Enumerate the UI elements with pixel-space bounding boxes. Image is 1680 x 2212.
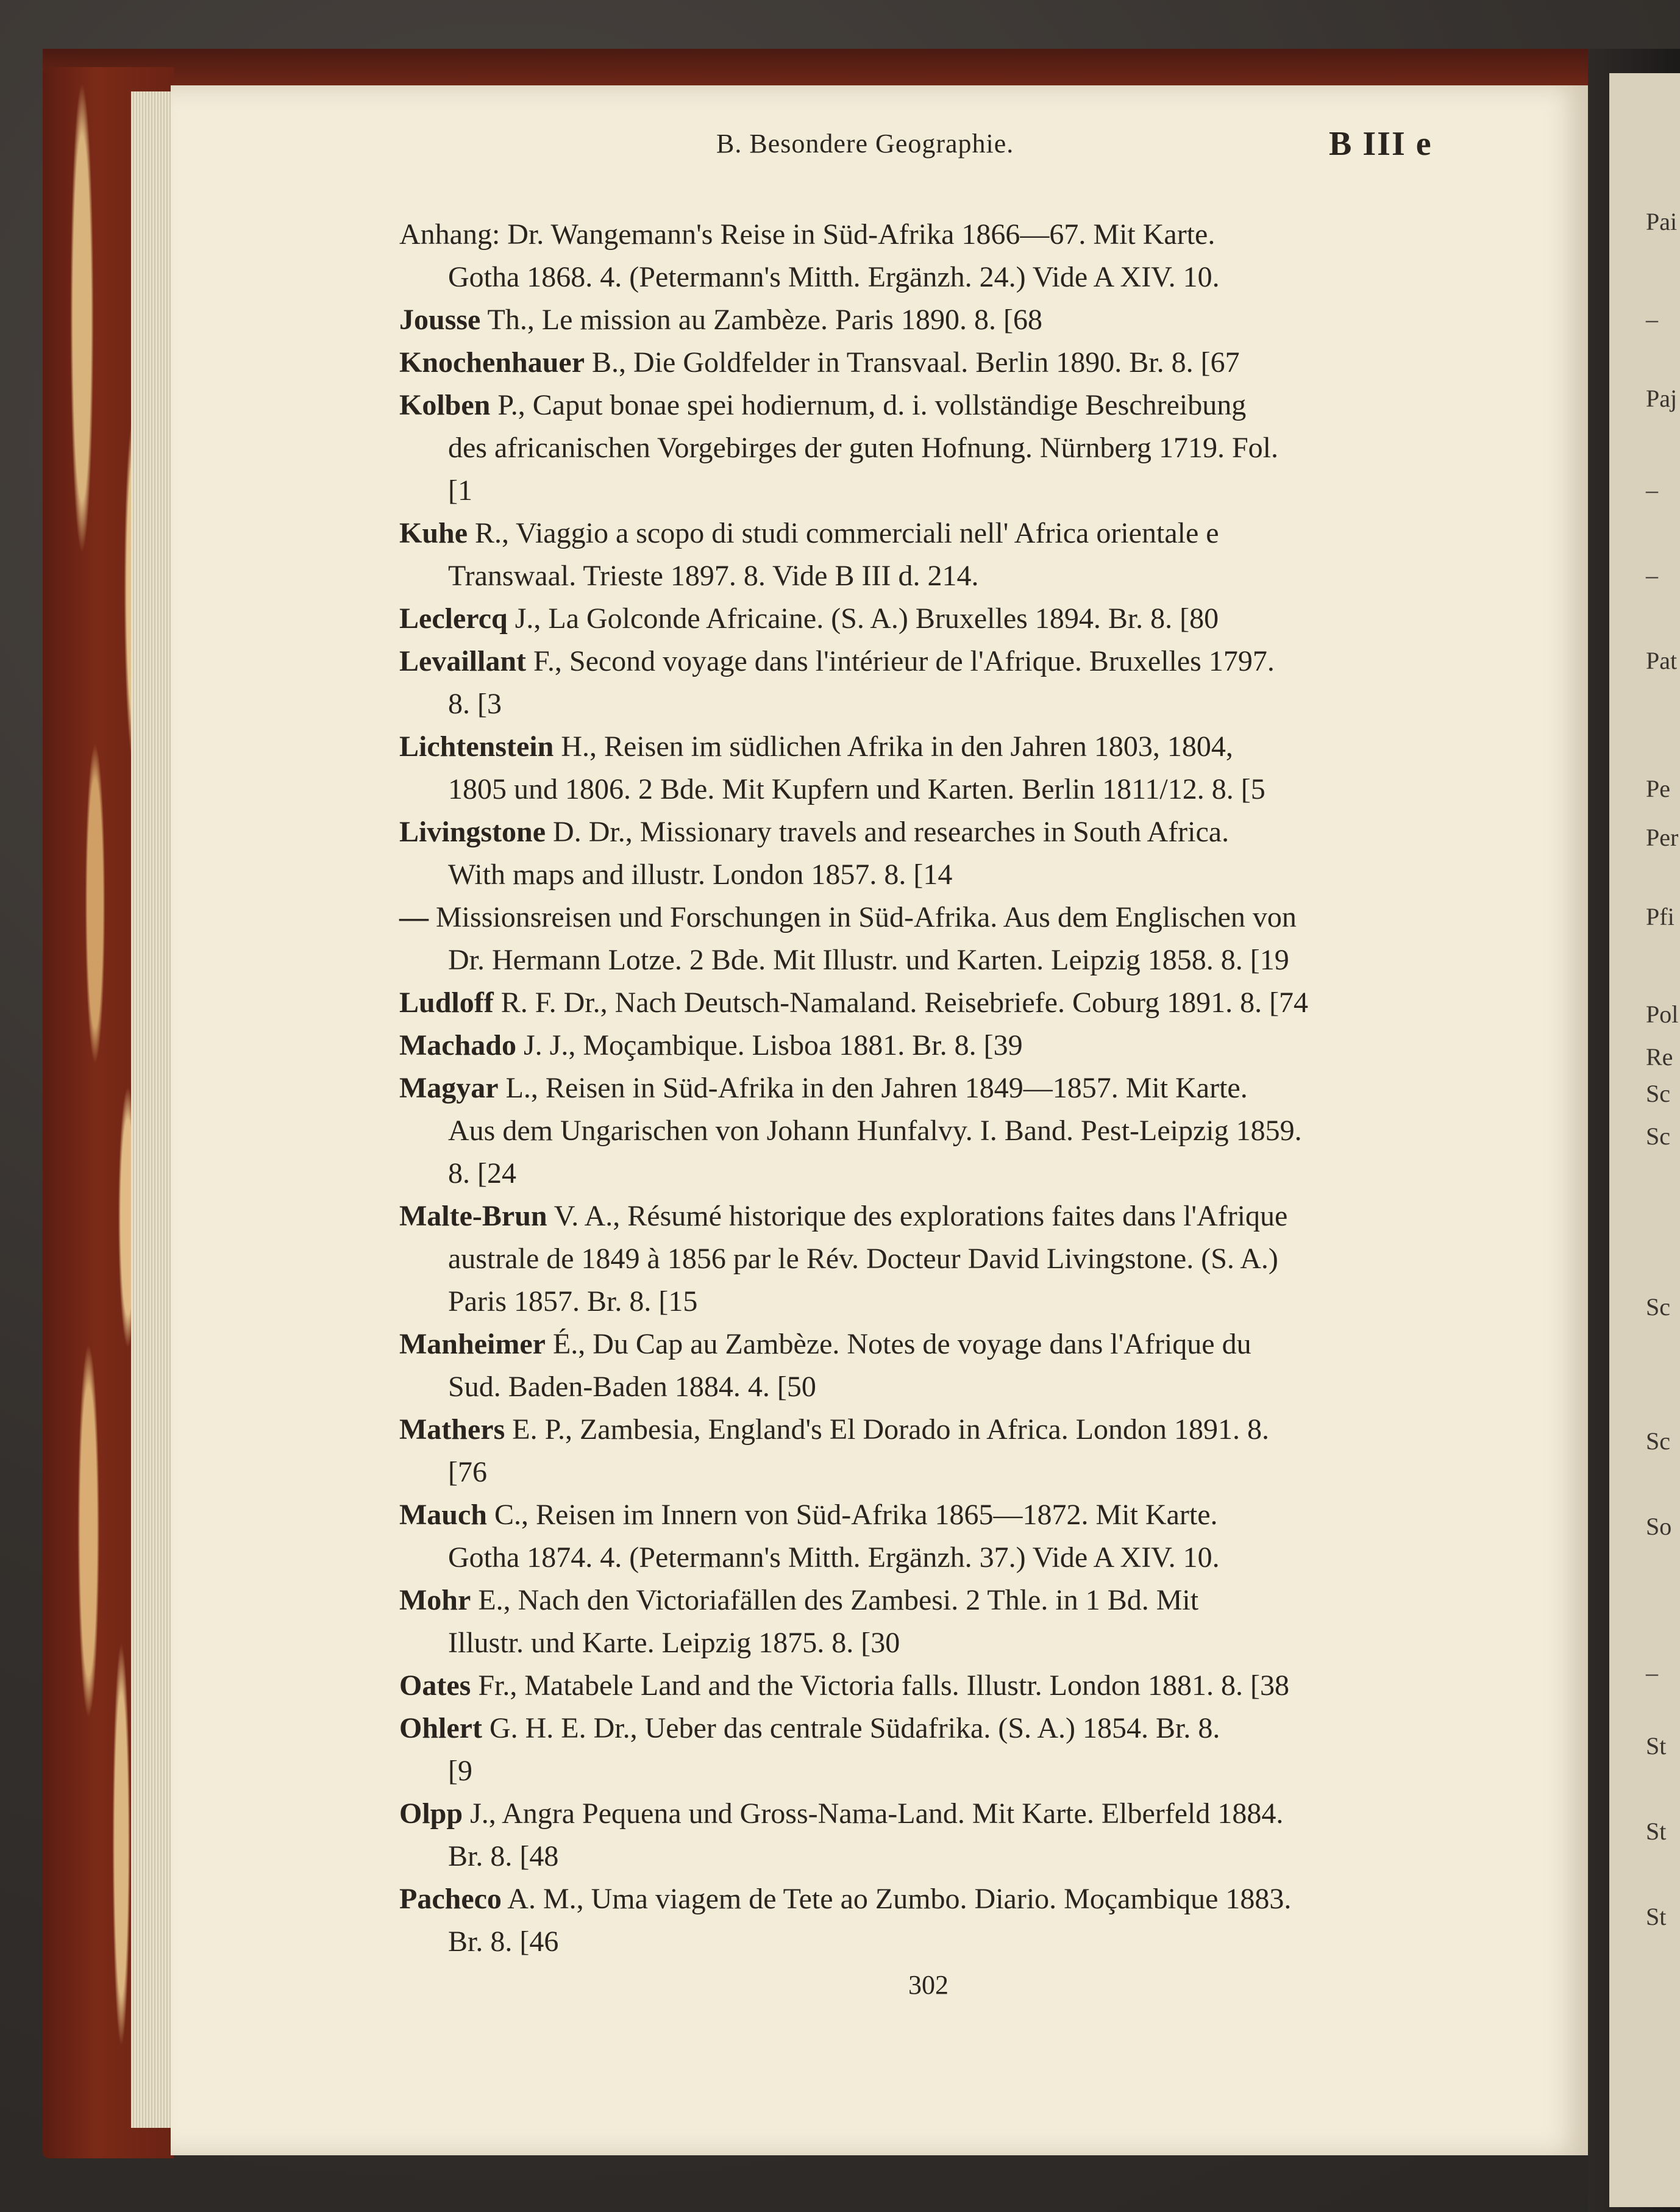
next-page-fragment: St xyxy=(1646,1732,1667,1760)
entry-line xyxy=(399,1238,1466,1280)
next-page-fragment: Pol xyxy=(1646,1001,1679,1028)
next-page-fragment: – xyxy=(1646,562,1658,589)
bibliography-entry xyxy=(399,896,1466,982)
entry-author: Malte-Brun xyxy=(399,1200,547,1232)
entry-text: Paris 1857. Br. 8. [15 xyxy=(448,1285,698,1318)
entry-text: Th., Le mission au Zambèze. Paris 1890. 8. [68 xyxy=(480,304,1042,336)
entry-line xyxy=(399,1878,1466,1921)
entry-line xyxy=(399,555,1466,598)
entry-line xyxy=(399,982,1466,1024)
running-title: B. Besondere Geographie. xyxy=(716,129,1014,159)
entry-author: Leclercq xyxy=(399,602,508,635)
bibliography-entry xyxy=(399,213,1466,299)
entry-line xyxy=(399,1622,1466,1664)
entry-text: P., Caput bonae spei hodiernum, d. i. vollständige Beschreibung xyxy=(490,389,1247,421)
entry-line xyxy=(399,1536,1466,1579)
section-mark: B III e xyxy=(1329,125,1433,163)
next-page-fragment: Paj xyxy=(1646,385,1678,412)
entry-text: F., Second voyage dans l'intérieur de l'Afrique. Bruxelles 1797. xyxy=(526,645,1275,677)
entry-line xyxy=(399,1707,1466,1750)
next-page-fragment: – xyxy=(1646,476,1658,504)
entry-line xyxy=(399,341,1466,384)
entry-line xyxy=(399,1323,1466,1366)
entry-author: Mathers xyxy=(399,1413,505,1446)
entry-author: Ludloff xyxy=(399,986,494,1019)
entry-line xyxy=(399,1494,1466,1536)
entry-line xyxy=(399,1366,1466,1408)
entry-line xyxy=(399,1451,1466,1494)
entry-text: Transwaal. Trieste 1897. 8. Vide B III d. 214. xyxy=(448,560,979,592)
entry-text: J., Angra Pequena und Gross-Nama-Land. Mit Karte. Elberfeld 1884. xyxy=(463,1797,1284,1830)
entry-author: Magyar xyxy=(399,1072,499,1104)
next-page-fragment: Sc xyxy=(1646,1427,1670,1455)
bibliography-entry xyxy=(399,598,1466,640)
next-page-fragment: Sc xyxy=(1646,1080,1670,1107)
entry-line xyxy=(399,896,1466,939)
entry-line xyxy=(399,213,1466,256)
next-page-fragment: So xyxy=(1646,1513,1672,1540)
entry-text: A. M., Uma viagem de Tete ao Zumbo. Diario. Moçambique 1883. xyxy=(501,1883,1292,1915)
entry-text: Illustr. und Karte. Leipzig 1875. 8. [30 xyxy=(448,1627,900,1659)
entry-line xyxy=(399,384,1466,427)
entry-line xyxy=(399,256,1466,299)
entry-line xyxy=(399,1579,1466,1622)
bibliography-entry xyxy=(399,640,1466,726)
bibliography-entry xyxy=(399,1024,1466,1067)
entry-text: australe de 1849 à 1856 par le Rév. Docteur David Livingstone. (S. A.) xyxy=(448,1243,1278,1275)
next-page-fragment: Pai xyxy=(1646,208,1678,235)
bibliography-entry xyxy=(399,512,1466,598)
bibliography-entry xyxy=(399,1408,1466,1494)
entry-text: Br. 8. [46 xyxy=(448,1925,559,1958)
next-page-fragment: – xyxy=(1646,305,1658,333)
next-page-fragment: St xyxy=(1646,1903,1667,1930)
entry-text: V. A., Résumé historique des explorations faites dans l'Afrique xyxy=(547,1200,1288,1232)
entry-author: Kolben xyxy=(399,389,491,421)
bibliography-entry xyxy=(399,384,1466,512)
entry-line xyxy=(399,469,1466,512)
entry-line xyxy=(399,598,1466,640)
entry-author: Mauch xyxy=(399,1499,487,1531)
entry-text: Aus dem Ungarischen von Johann Hunfalvy. I. Band. Pest-Leipzig 1859. xyxy=(448,1115,1302,1147)
entry-author: — xyxy=(399,901,429,933)
bibliography-entry xyxy=(399,1579,1466,1664)
bibliography-list xyxy=(399,213,1466,1963)
entry-text: Br. 8. [48 xyxy=(448,1840,559,1872)
bibliography-entry xyxy=(399,726,1466,811)
entry-text: Missionsreisen und Forschungen in Süd-Afrika. Aus dem Englischen von xyxy=(429,901,1297,933)
entry-author: Machado xyxy=(399,1029,516,1061)
entry-text: J., La Golconde Africaine. (S. A.) Bruxelles 1894. Br. 8. [80 xyxy=(507,602,1219,635)
entry-text: Gotha 1874. 4. (Petermann's Mitth. Ergänzh. 37.) Vide A XIV. 10. xyxy=(448,1541,1220,1574)
entry-author: Oates xyxy=(399,1669,471,1702)
next-page-fragment: Sc xyxy=(1646,1122,1670,1150)
bibliography-entry xyxy=(399,1195,1466,1323)
entry-line xyxy=(399,299,1466,341)
entry-text: D. Dr., Missionary travels and researches in South Africa. xyxy=(546,816,1230,848)
page-number: 302 xyxy=(908,1970,949,2000)
entry-line xyxy=(399,512,1466,555)
entry-author: Livingstone xyxy=(399,816,546,848)
entry-author: Manheimer xyxy=(399,1328,546,1360)
bibliography-entry xyxy=(399,1323,1466,1408)
entry-line xyxy=(399,726,1466,768)
entry-line xyxy=(399,939,1466,982)
entry-text: J. J., Moçambique. Lisboa 1881. Br. 8. [39 xyxy=(516,1029,1023,1061)
bibliography-entry xyxy=(399,811,1466,896)
next-page-fragment: Pat xyxy=(1646,647,1678,674)
entry-author: Lichtenstein xyxy=(399,730,554,763)
entry-text: R., Viaggio a scopo di studi commerciali nell' Africa orientale e xyxy=(468,517,1219,549)
bibliography-entry xyxy=(399,1707,1466,1793)
entry-line xyxy=(399,1067,1466,1110)
entry-line xyxy=(399,1750,1466,1793)
entry-text: Dr. Hermann Lotze. 2 Bde. Mit Illustr. und Karten. Leipzig 1858. 8. [19 xyxy=(448,944,1289,976)
entry-text: E. P., Zambesia, England's El Dorado in Africa. London 1891. 8. xyxy=(505,1413,1270,1446)
entry-line xyxy=(399,1195,1466,1238)
entry-text: Gotha 1868. 4. (Petermann's Mitth. Ergänzh. 24.) Vide A XIV. 10. xyxy=(448,261,1220,293)
bibliography-entry xyxy=(399,1664,1466,1707)
entry-text: [1 xyxy=(448,474,472,507)
entry-line xyxy=(399,1152,1466,1195)
entry-author: Ohlert xyxy=(399,1712,482,1744)
entry-text: [76 xyxy=(448,1456,487,1488)
next-page-fragment: Re xyxy=(1646,1043,1673,1071)
entry-text: Fr., Matabele Land and the Victoria falls. Illustr. London 1881. 8. [38 xyxy=(471,1669,1289,1702)
entry-line xyxy=(399,1835,1466,1878)
entry-line xyxy=(399,811,1466,854)
entry-author: Kuhe xyxy=(399,517,468,549)
entry-text: L., Reisen in Süd-Afrika in den Jahren 1849—1857. Mit Karte. xyxy=(498,1072,1248,1104)
bibliography-entry xyxy=(399,1067,1466,1195)
entry-text: G. H. E. Dr., Ueber das centrale Südafrika. (S. A.) 1854. Br. 8. xyxy=(482,1712,1220,1744)
entry-line xyxy=(399,854,1466,896)
bibliography-entry xyxy=(399,1494,1466,1579)
bibliography-entry xyxy=(399,982,1466,1024)
entry-line xyxy=(399,1408,1466,1451)
entry-line xyxy=(399,768,1466,811)
entry-line xyxy=(399,640,1466,683)
book-cover-top xyxy=(43,49,1603,85)
entry-text: E., Nach den Victoriafällen des Zambesi. 2 Thle. in 1 Bd. Mit xyxy=(471,1584,1199,1616)
entry-line xyxy=(399,1664,1466,1707)
page-header xyxy=(0,125,1680,171)
entry-text: H., Reisen im südlichen Afrika in den Jahren 1803, 1804, xyxy=(553,730,1233,763)
bibliography-entry xyxy=(399,299,1466,341)
entry-text: 1805 und 1806. 2 Bde. Mit Kupfern und Karten. Berlin 1811/12. 8. [5 xyxy=(448,773,1265,805)
entry-line xyxy=(399,1793,1466,1835)
entry-line xyxy=(399,427,1466,469)
entry-text: Anhang: Dr. Wangemann's Reise in Süd-Afrika 1866—67. Mit Karte. xyxy=(399,218,1216,251)
entry-text: 8. [24 xyxy=(448,1157,516,1190)
next-page-fragment: – xyxy=(1646,1659,1658,1686)
entry-author: Jousse xyxy=(399,304,481,336)
entry-line xyxy=(399,1280,1466,1323)
next-page-fragment: St xyxy=(1646,1818,1667,1845)
entry-author: Levaillant xyxy=(399,645,527,677)
entry-text: R. F. Dr., Nach Deutsch-Namaland. Reisebriefe. Coburg 1891. 8. [74 xyxy=(493,986,1309,1019)
entry-text: B., Die Goldfelder in Transvaal. Berlin 1890. Br. 8. [67 xyxy=(585,346,1240,379)
entry-author: Knochenhauer xyxy=(399,346,585,379)
entry-author: Mohr xyxy=(399,1584,471,1616)
entry-line xyxy=(399,683,1466,726)
next-page-fragment: Pfi xyxy=(1646,903,1675,930)
entry-text: C., Reisen im Innern von Süd-Afrika 1865—1872. Mit Karte. xyxy=(487,1499,1218,1531)
entry-text: With maps and illustr. London 1857. 8. [14 xyxy=(448,858,953,891)
bibliography-entry xyxy=(399,1878,1466,1963)
entry-text: [9 xyxy=(448,1755,472,1787)
next-page-fragment: Per xyxy=(1646,824,1679,851)
entry-text: des africanischen Vorgebirges der guten Hofnung. Nürnberg 1719. Fol. xyxy=(448,432,1278,464)
entry-author: Pacheco xyxy=(399,1883,502,1915)
entry-text: Sud. Baden-Baden 1884. 4. [50 xyxy=(448,1371,816,1403)
next-page-fragment: Pe xyxy=(1646,775,1670,802)
bibliography-entry xyxy=(399,1793,1466,1878)
entry-line xyxy=(399,1921,1466,1963)
bibliography-entry xyxy=(399,341,1466,384)
entry-author: Olpp xyxy=(399,1797,463,1830)
entry-text: 8. [3 xyxy=(448,688,502,720)
next-page-fragment: Sc xyxy=(1646,1293,1670,1321)
entry-line xyxy=(399,1024,1466,1067)
entry-line xyxy=(399,1110,1466,1152)
entry-text: É., Du Cap au Zambèze. Notes de voyage dans l'Afrique du xyxy=(545,1328,1251,1360)
